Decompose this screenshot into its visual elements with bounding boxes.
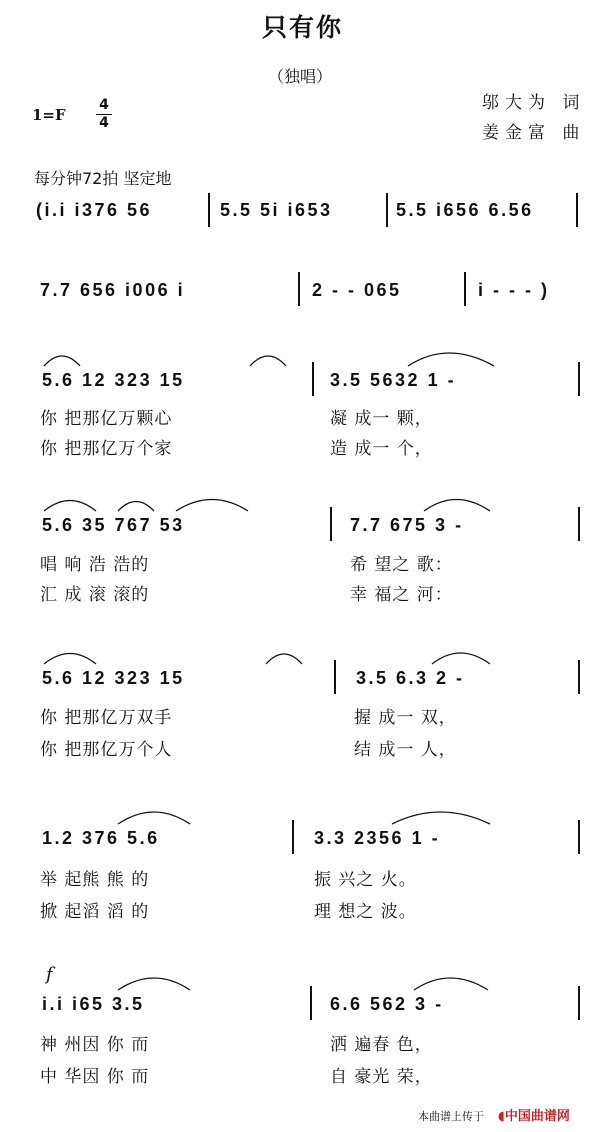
intro-row2-measure2: 2 - - 065 bbox=[312, 280, 402, 300]
system5-notes-measure1: i.i i65 3.5 bbox=[42, 994, 145, 1014]
system1-lyrics2-part1: 你 把那亿万个家 bbox=[40, 439, 173, 459]
system4-lyrics2-part1: 掀 起滔 滔 的 bbox=[40, 902, 150, 922]
slur bbox=[44, 356, 80, 366]
intro-row1-measure3: 5.5 i656 6.56 bbox=[396, 200, 534, 220]
system2-lyrics1-part1: 唱 响 浩 浩的 bbox=[40, 555, 150, 575]
system4-notes-measure1: 1.2 376 5.6 bbox=[42, 828, 160, 848]
slur bbox=[44, 501, 96, 512]
logo-text: 中国曲谱网 bbox=[504, 1109, 570, 1124]
slur bbox=[266, 654, 302, 664]
barline bbox=[310, 986, 312, 1020]
system3-notes-measure1: 5.6 12 323 15 bbox=[42, 668, 185, 688]
intro-row1-measure2: 5.5 5i i653 bbox=[220, 200, 333, 220]
barline bbox=[334, 660, 336, 694]
slur bbox=[392, 812, 490, 824]
system3-lyrics1-part2: 握 成一 双， bbox=[354, 708, 457, 728]
barline bbox=[578, 820, 580, 854]
system5-lyrics1-part2: 洒 遍春 色， bbox=[330, 1035, 433, 1055]
intro-row2-measure3: i - - - ) bbox=[478, 280, 550, 300]
barline bbox=[576, 193, 578, 227]
system4-lyrics1-part1: 举 起熊 熊 的 bbox=[40, 870, 150, 890]
system1-notes-measure1: 5.6 12 323 15 bbox=[42, 370, 185, 390]
barline bbox=[578, 986, 580, 1020]
system2-lyrics2-part2: 幸 福之 河： bbox=[350, 585, 453, 605]
slur bbox=[44, 654, 96, 665]
slur bbox=[414, 978, 488, 990]
time-signature-top: 4 bbox=[99, 97, 109, 113]
system5-lyrics1-part1: 神 州因 你 而 bbox=[40, 1035, 150, 1055]
barline bbox=[298, 272, 300, 306]
song-subtitle: （独唱） bbox=[268, 67, 333, 86]
slur bbox=[176, 500, 248, 512]
slur bbox=[432, 653, 490, 664]
barline bbox=[312, 362, 314, 396]
system3-lyrics2-part1: 你 把那亿万个人 bbox=[40, 740, 173, 760]
dynamic-marking: f bbox=[46, 964, 53, 985]
system5-notes-measure2: 6.6 562 3 - bbox=[330, 994, 444, 1014]
barline bbox=[292, 820, 294, 854]
slur bbox=[408, 353, 494, 366]
slur bbox=[118, 978, 190, 990]
system2-lyrics1-part2: 希 望之 歌： bbox=[350, 555, 453, 575]
system4-notes-measure2: 3.3 2356 1 - bbox=[314, 828, 441, 848]
barline bbox=[330, 507, 332, 541]
site-logo[interactable] bbox=[498, 1105, 570, 1124]
song-title: 只有你 bbox=[262, 13, 344, 42]
slur bbox=[250, 356, 286, 366]
intro-row1-measure1: (i.i i376 56 bbox=[36, 200, 153, 220]
system3-lyrics2-part2: 结 成一 人， bbox=[354, 740, 457, 760]
barline bbox=[578, 362, 580, 396]
tempo-marking: 每分钟72拍 坚定地 bbox=[34, 169, 172, 188]
key-signature: 1=F bbox=[32, 106, 66, 124]
barline bbox=[208, 193, 210, 227]
slur bbox=[118, 502, 154, 512]
system5-lyrics2-part1: 中 华因 你 而 bbox=[40, 1067, 150, 1087]
footer-upload-text: 本曲谱上传于 bbox=[418, 1110, 484, 1123]
system4-lyrics1-part2: 振 兴之 火。 bbox=[314, 870, 417, 890]
time-signature-bottom: 4 bbox=[99, 115, 109, 131]
system1-lyrics1-part1: 你 把那亿万颗心 bbox=[40, 409, 173, 429]
barline bbox=[386, 193, 388, 227]
logo-icon: ◖ bbox=[498, 1109, 505, 1124]
time-signature bbox=[96, 98, 112, 131]
barline bbox=[578, 660, 580, 694]
system1-notes-measure2: 3.5 5632 1 - bbox=[330, 370, 457, 390]
system2-lyrics2-part1: 汇 成 滚 滚的 bbox=[40, 585, 150, 605]
system2-notes-measure1: 5.6 35 767 53 bbox=[42, 515, 185, 535]
barline bbox=[464, 272, 466, 306]
system2-notes-measure2: 7.7 675 3 - bbox=[350, 515, 464, 535]
intro-row2-measure1: 7.7 656 i006 i bbox=[40, 280, 186, 300]
system1-lyrics2-part2: 造 成一 个， bbox=[330, 439, 433, 459]
slur bbox=[118, 812, 190, 824]
system5-lyrics2-part2: 自 豪光 荣， bbox=[330, 1067, 433, 1087]
system1-lyrics1-part2: 凝 成一 颗， bbox=[330, 409, 433, 429]
slur bbox=[424, 500, 490, 512]
system3-notes-measure2: 3.5 6.3 2 - bbox=[356, 668, 465, 688]
lyricist-credit: 邬大为 词 bbox=[482, 93, 586, 113]
system4-lyrics2-part2: 理 想之 波。 bbox=[314, 902, 417, 922]
composer-credit: 姜金富 曲 bbox=[482, 123, 586, 143]
system3-lyrics1-part1: 你 把那亿万双手 bbox=[40, 708, 173, 728]
barline bbox=[578, 507, 580, 541]
